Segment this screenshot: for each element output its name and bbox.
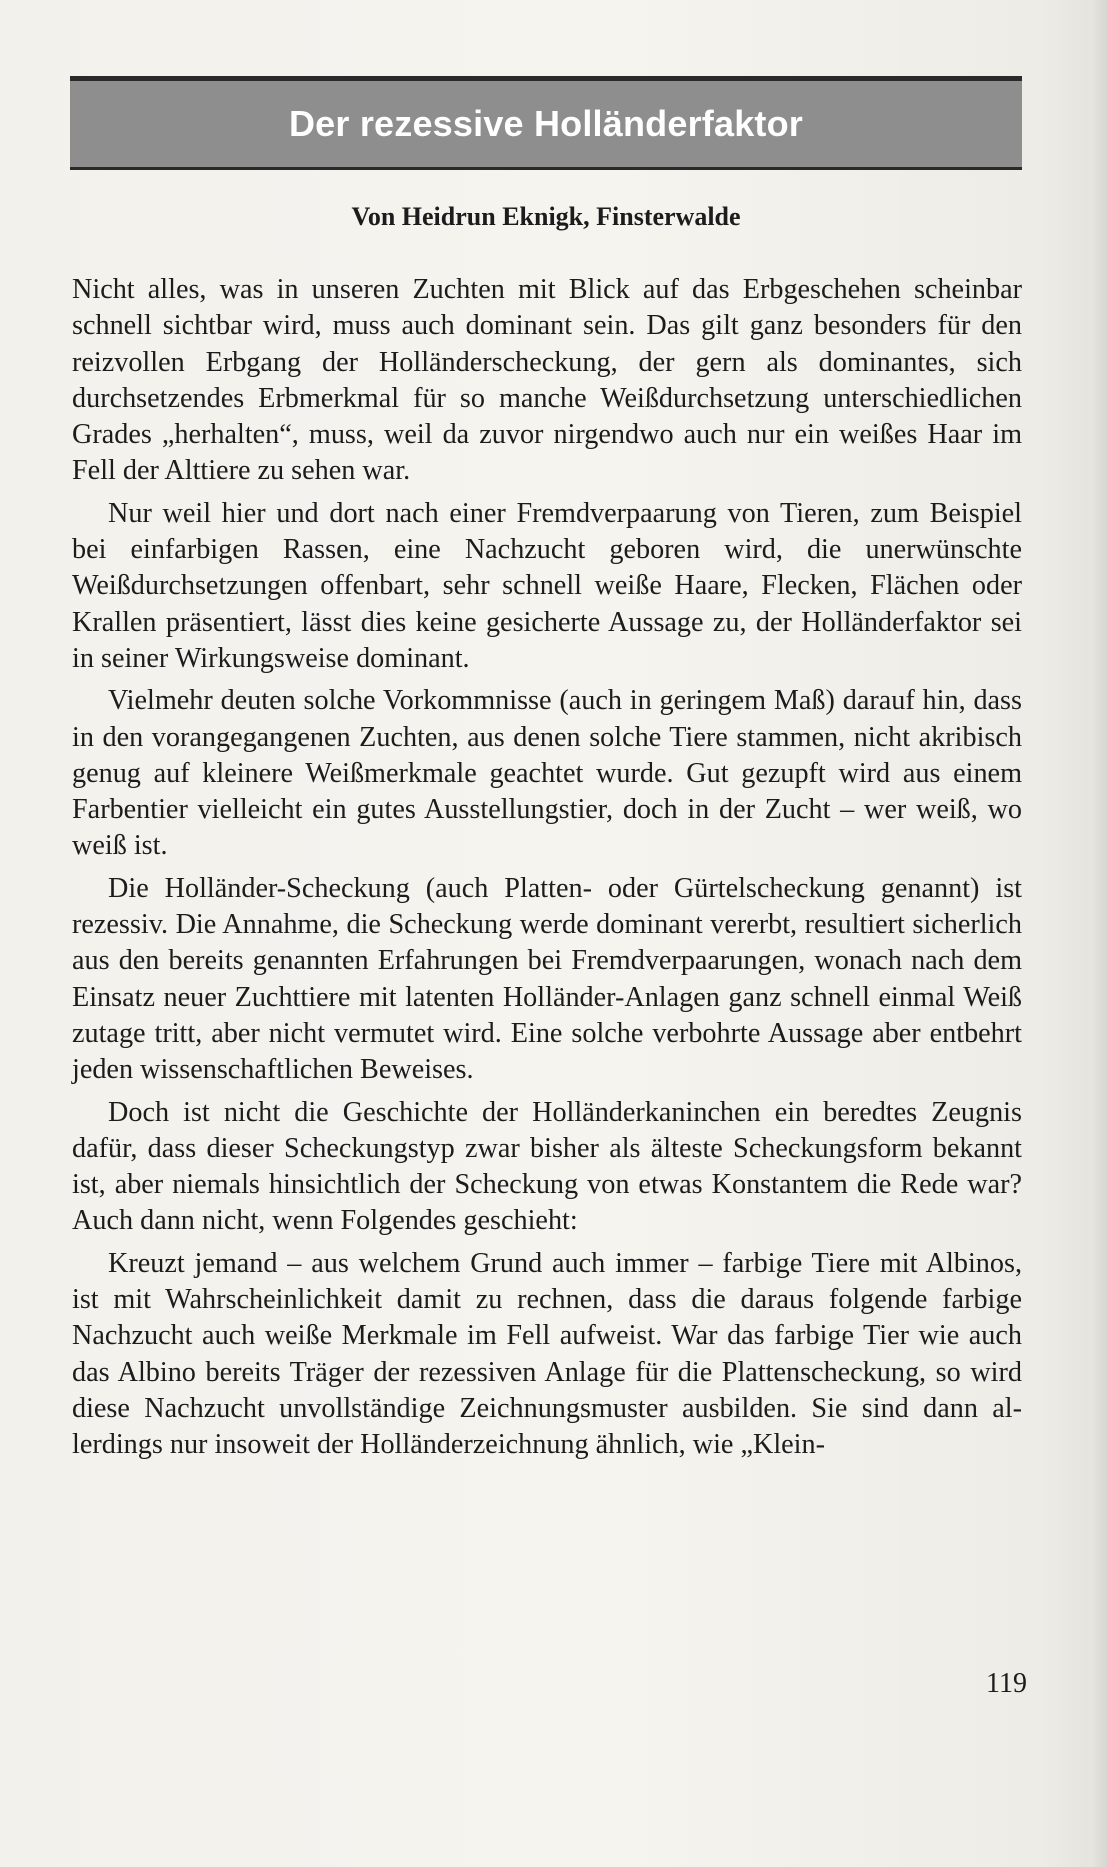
paragraph-3: Vielmehr deuten solche Vorkommnisse (auch in geringem Maß) darauf hin, dass in den vorangegangenen Zuchten, aus denen solche Tiere stammen, nicht akribisch genug auf kleinere Weißmerkmale geachtet wurde. Gut gezupft wird aus einem Farbentier vielleicht ein gutes Ausstellungstier, doch in der Zucht – wer weiß, wo weiß ist. [72,685,1022,862]
paragraph-1: Nicht alles, was in unseren Zuchten mit Blick auf das Erbgeschehen scheinbar schnell sichtbar wird, muss auch dominant sein. Das gilt ganz besonders für den reizvollen Erbgang der Holländerscheckung, der gern als dominantes, sich durchsetzendes Erbmerkmal für so manche Weißdurchsetzung unterschiedlichen Grades „herhalten“, muss, weil da zuvor nirgendwo auch nur ein weißes Haar im Fell der Alttiere zu sehen war. [72,274,1022,487]
chapter-title: Der rezessive Holländerfaktor [288,103,804,144]
paragraph-2: Nur weil hier und dort nach einer Fremdverpaarung von Tieren, zum Beispiel bei einfarbigen Rassen, eine Nachzucht geboren wird, die unerwünschte Weißdurchsetzungen offenbart, sehr schnell weiße Haare, Flecken, Flächen oder Krallen präsentiert, lässt dies keine gesicherte Aussage zu, der Holländerfaktor sei in seiner Wirkungsweise dominant. [72,497,1022,674]
paragraph-4: Die Holländer-Scheckung (auch Platten- oder Gürtelscheckung genannt) ist rezessiv. Die Annahme, die Scheckung werde dominant vererbt, resultiert sicherlich aus den bereits genannten Erfahrungen bei Fremdverpaarungen, wonach nach dem Einsatz neuer Zuchttiere mit latenten Holländer-Anlagen ganz schnell einmal Weiß zutage tritt, aber nicht vermutet wird. Eine solche verbohrte Aussage aber entbehrt jeden wissenschaftlichen Beweises. [72,872,1022,1086]
paragraph-5: Doch ist nicht die Geschichte der Holländerkaninchen ein beredtes Zeugnis dafür, dass dieser Scheckungstyp zwar bisher als älteste Scheckungsform bekannt ist, aber niemals hinsichtlich der Scheckung von etwas Konstantem die Rede war? Auch dann nicht, wenn Folgendes geschieht: [72,1096,1022,1237]
paragraph-6: Kreuzt jemand – aus welchem Grund auch immer – farbige Tiere mit Albinos, ist mit Wahrscheinlichkeit damit zu rechnen, dass die daraus folgende farbige Nachzucht auch weiße Merkmale im Fell aufweist. War das farbige Tier wie auch das Albino bereits Träger der rezessiven Anlage für die Plattenscheckung, so wird diese Nachzucht unvollständige Zeichnungsmuster ausbilden. Sie sind dann allerdings nur insoweit der Holländerzeichnung ähnlich, wie „Klein- [72,1247,1022,1461]
author-line: Von Heidrun Eknigk, Finsterwalde [351,202,741,231]
chapter-header-bar [70,76,1022,170]
article-body [72,272,1022,1470]
page-gutter-shadow [1089,0,1107,1867]
page-number: 119 [986,1668,1027,1699]
